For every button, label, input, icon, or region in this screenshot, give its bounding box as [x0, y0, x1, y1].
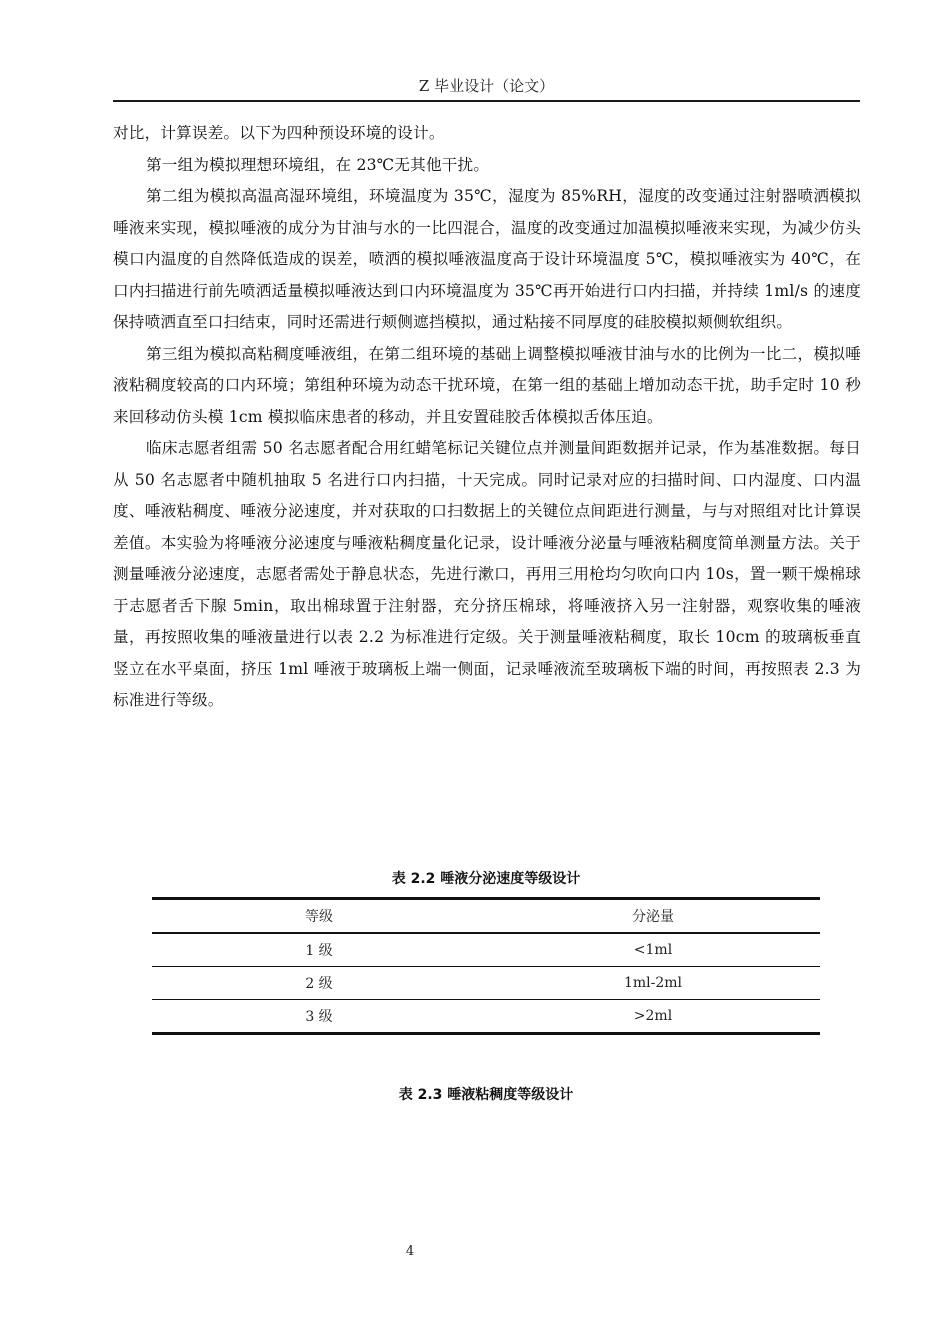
column-header-grade: 等级 [305, 909, 333, 925]
table-cell-grade: 3 级 [305, 1009, 333, 1025]
column-header-secretion: 分泌量 [632, 909, 674, 925]
paragraph: 第一组为模拟理想环境组，在 23℃无其他干扰。 [146, 155, 490, 174]
table-cell-grade: 1 级 [305, 943, 333, 959]
header-rule [113, 100, 860, 102]
paragraph: 第二组为模拟高温高湿环境组，环境温度为 35℃，湿度为 85%RH，湿度的改变通过注射器喷洒模拟唾液来实现，模拟唾液的成分为甘油与水的一比四混合，温度的改变通过加温模拟唾液来实现，为减少仿头模口内温度的自然降低造成的误差，喷洒的模拟唾液温度高于设计环境温度 5℃，模拟唾液实为 40℃，在口内扫描进行前先喷洒适量模拟唾液达到口内环境温度为 35℃再开始进行口内扫描，并持续 1ml/s 的速度保持喷洒直至口扫结束，同时还需进行颊侧遮挡模拟，通过粘接不同厚度的硅胶模拟颊侧软组织。 [113, 187, 861, 331]
table-row [152, 967, 820, 1000]
page-number: 4 [405, 1244, 415, 1259]
paragraph: 临床志愿者组需 50 名志愿者配合用红蜡笔标记关键位点并测量间距数据并记录，作为基准数据。每日从 50 名志愿者中随机抽取 5 名进行口内扫描，十天完成。同时记录对应的扫描时间、口内湿度、口内温度、唾液粘稠度、唾液分泌速度，并对获取的口扫数据上的关键位点间距进行测量，与与对照组对比计算误差值。本实验为将唾液分泌速度与唾液粘稠度量化记录，设计唾液分泌量与唾液粘稠度简单测量方法。关于测量唾液分泌速度，志愿者需处于静息状态，先进行漱口，再用三用枪均匀吹向口内 10s，置一颗干燥棉球于志愿者舌下腺 5min，取出棉球置于注射器，充分挤压棉球，将唾液挤入另一注射器，观察收集的唾液量，再按照收集的唾液量进行以表 2.2 为标准进行定级。关于测量唾液粘稠度，取长 10cm 的玻璃板垂直竖立在水平桌面，挤压 1ml 唾液于玻璃板上端一侧面，记录唾液流至玻璃板下端的时间，再按照表 2.3 为标准进行等级。 [113, 439, 861, 709]
table-2-3-caption: 表 2.3 唾液粘稠度等级设计 [398, 1087, 574, 1103]
table-cell-grade: 2 级 [305, 976, 333, 992]
table-header-row [152, 899, 820, 934]
table-row [152, 933, 820, 967]
paragraph: 第三组为模拟高粘稠度唾液组，在第二组环境的基础上调整模拟唾液甘油与水的比例为一比二，模拟唾液粘稠度较高的口内环境；第组种环境为动态干扰环境，在第一组的基础上增加动态干扰，助手定时 10 秒来回移动仿头模 1cm 模拟临床患者的移动，并且安置硅胶舌体模拟舌体压迫。 [113, 344, 861, 426]
saliva-secretion-grade-table [152, 897, 820, 1035]
page-header: Z 毕业设计（论文） [418, 77, 555, 95]
table-cell-secretion: <1ml [633, 942, 673, 958]
body-text [113, 118, 861, 717]
table-2-2-caption: 表 2.2 唾液分泌速度等级设计 [391, 871, 581, 887]
table-row [152, 1000, 820, 1034]
paragraph: 对比，计算误差。以下为四种预设环境的设计。 [113, 124, 445, 142]
table-cell-secretion: 1ml-2ml [623, 975, 683, 991]
table-cell-secretion: >2ml [633, 1008, 673, 1024]
